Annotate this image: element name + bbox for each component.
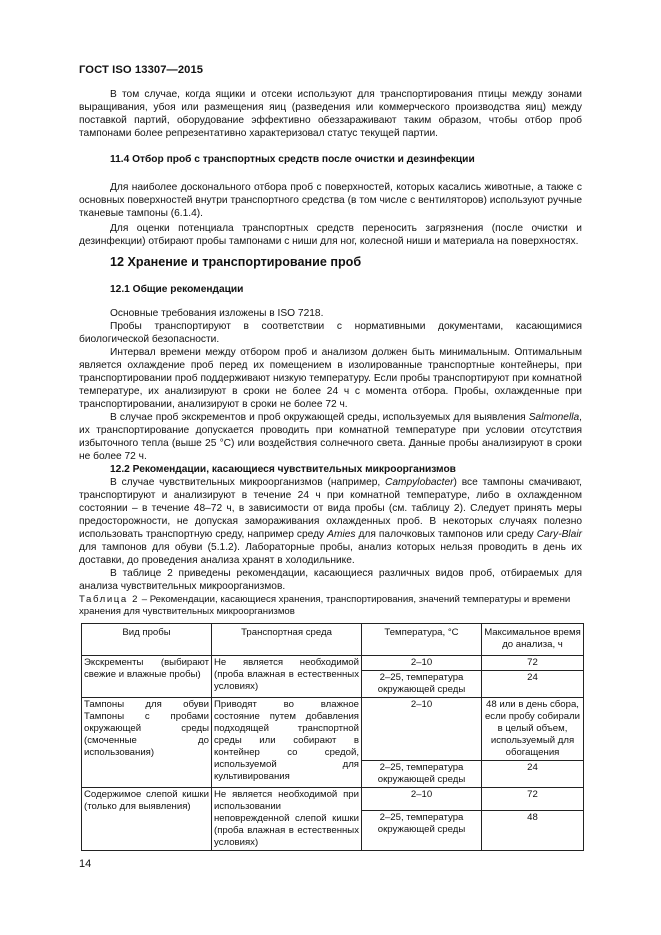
section-12-1 — [79, 283, 582, 296]
recommendations-table — [81, 623, 584, 851]
cell-sample-type: Тампоны для обуви Тампоны с пробами окружающей среды (смоченные до использования) — [82, 698, 212, 788]
cell-temperature: 2–25, температура окружающей среды — [362, 671, 482, 698]
header-sample-type: Вид пробы — [82, 624, 212, 656]
section-11-4 — [79, 153, 582, 166]
section-11-4-p1: Для наиболее досконального отбора проб с поверхностей, которых касались животные, а также с основных поверхностей внутри транспортного средства (в том числе с вентиляторов) используют ручные тканевые тампоны (6.1.4). — [79, 182, 582, 219]
table-caption — [79, 594, 582, 618]
section-11-4-body — [79, 181, 582, 248]
table-row — [82, 656, 584, 671]
page-number: 14 — [79, 858, 92, 870]
amies-term: Amies — [327, 529, 356, 540]
section-11-4-p2: Для оценки потенциала транспортных средств переносить загрязнения (после очистки и дезинфекции) отбирают пробы тампонами с ниши для ног, колесной ниши и материала на поверхностях. — [79, 223, 582, 247]
cell-max-time: 48 — [482, 810, 584, 851]
section-12-1-p1: Основные требования изложены в ISO 7218. — [110, 308, 324, 319]
cary-blair-term: Cary-Blair — [536, 529, 582, 540]
cell-max-time: 72 — [482, 656, 584, 671]
cell-temperature: 2–25, температура окружающей среды — [362, 810, 482, 851]
section-12-1-p3: Интервал времени между отбором проб и анализом должен быть минимальным. Оптимальным является охлаждение проб перед их помещением в изолированные транспортные контейнеры, при транспортировании проб поддерживают низкую температуру. Если пробы транспортируют при комнатной температуре, их анализируют в сроки не более 24 ч с момента отбора. Пробы, охлажденные при транспортировании, анализируют в сроки не более 72 ч. — [79, 347, 582, 410]
intro-paragraph — [79, 88, 582, 140]
section-12-1-p4: В случае проб экскрементов и проб окружающей среды, используемых для выявления Salmonella, их транспортирование допускается проводить при комнатной температуре при условии отсутствия избыточного тепла (выше 25 °С) или воздействия солнечного света. Данные пробы анализируют в сроки не более 72 ч. — [79, 412, 582, 462]
section-12-1-p2: Пробы транспортируют в соответствии с нормативными документами, касающимися биологической безопасности. — [79, 321, 582, 345]
campylobacter-term: Campylobacter — [385, 477, 454, 488]
cell-temperature: 2–25, температура окружающей среды — [362, 761, 482, 788]
cell-temperature: 2–10 — [362, 788, 482, 811]
cell-transport-medium: Приводят во влажное состояние путем добавления подходящей транспортной среды или собирают в контейнер со средой, используемой для культивирования — [212, 698, 362, 788]
document-header: ГОСТ ISO 13307—2015 — [79, 64, 204, 76]
section-12-1-body — [79, 307, 582, 593]
section-12-title: 12 Хранение и транспортирование проб — [110, 255, 362, 269]
section-12-2-p5: В случае чувствительных микроорганизмов (например, Campylobacter) все тампоны смачивают, транспортируют и анализируют в течение 24 ч при комнатной температуре, либо в охлажденном состоянии – в течение 48–72 ч, в зависимости от вида пробы (см. таблицу 2). Следует принять меры предосторожности, не допуская замораживания охлажденных проб. В некоторых случаях полезно использовать транспортную среду, например среду Amies для палочковых тампонов или среду Cary-Blair для тампонов для обуви (5.1.2). Лабораторные пробы, анализ которых нельзя проводить в день их доставки, до проведения анализа хранят в холодильнике. — [79, 477, 583, 566]
table-header-row — [82, 624, 584, 656]
salmonella-term: Salmonella — [528, 412, 580, 423]
cell-temperature: 2–10 — [362, 698, 482, 761]
intro-text: В том случае, когда ящики и отсеки используют для транспортирования птицы между зонами выращивания, убоя или размещения яиц (разведения или коммерческого производства яиц) между поставкой партий, оборудование эффективно обеззараживают таким образом, чтобы отбор проб тампонами более репрезентативно характеризовал статус текущей партии. — [79, 89, 582, 139]
cell-transport-medium: Не является необходимой (проба влажная в естественных условиях) — [212, 656, 362, 698]
header-max-time: Максимальное время до анализа, ч — [482, 624, 584, 656]
table-row — [82, 698, 584, 761]
cell-sample-type: Экскременты (выбирают свежие и влажные пробы) — [82, 656, 212, 698]
cell-sample-type: Содержимое слепой кишки (только для выявления) — [82, 788, 212, 851]
cell-max-time: 24 — [482, 761, 584, 788]
header-temperature: Температура, °С — [362, 624, 482, 656]
table-row — [82, 788, 584, 811]
section-12-1-title: 12.1 Общие рекомендации — [110, 284, 244, 295]
cell-temperature: 2–10 — [362, 656, 482, 671]
table-caption-text: – Рекомендации, касающиеся хранения, транспортирования, значений температуры и времени хранения для чувствительных микроорганизмов — [79, 594, 571, 617]
cell-max-time: 24 — [482, 671, 584, 698]
section-12-2-p6: В таблице 2 приведены рекомендации, касающиеся различных видов проб, отбираемых для анализа чувствительных микроорганизмов. — [79, 568, 582, 592]
section-12 — [79, 256, 582, 269]
cell-max-time: 48 или в день сбора, если пробу собирали в целый объем, используемый для обогащения — [482, 698, 584, 761]
section-12-2-title: 12.2 Рекомендации, касающиеся чувствительных микроорганизмов — [110, 464, 456, 475]
header-transport-medium: Транспортная среда — [212, 624, 362, 656]
section-11-4-title: 11.4 Отбор проб с транспортных средств после очистки и дезинфекции — [110, 154, 475, 165]
cell-transport-medium: Не является необходимой при использовании неповрежденной слепой кишки (проба влажная в естественных условиях) — [212, 788, 362, 851]
table-caption-label: Таблица 2 — [79, 594, 140, 605]
cell-max-time: 72 — [482, 788, 584, 811]
